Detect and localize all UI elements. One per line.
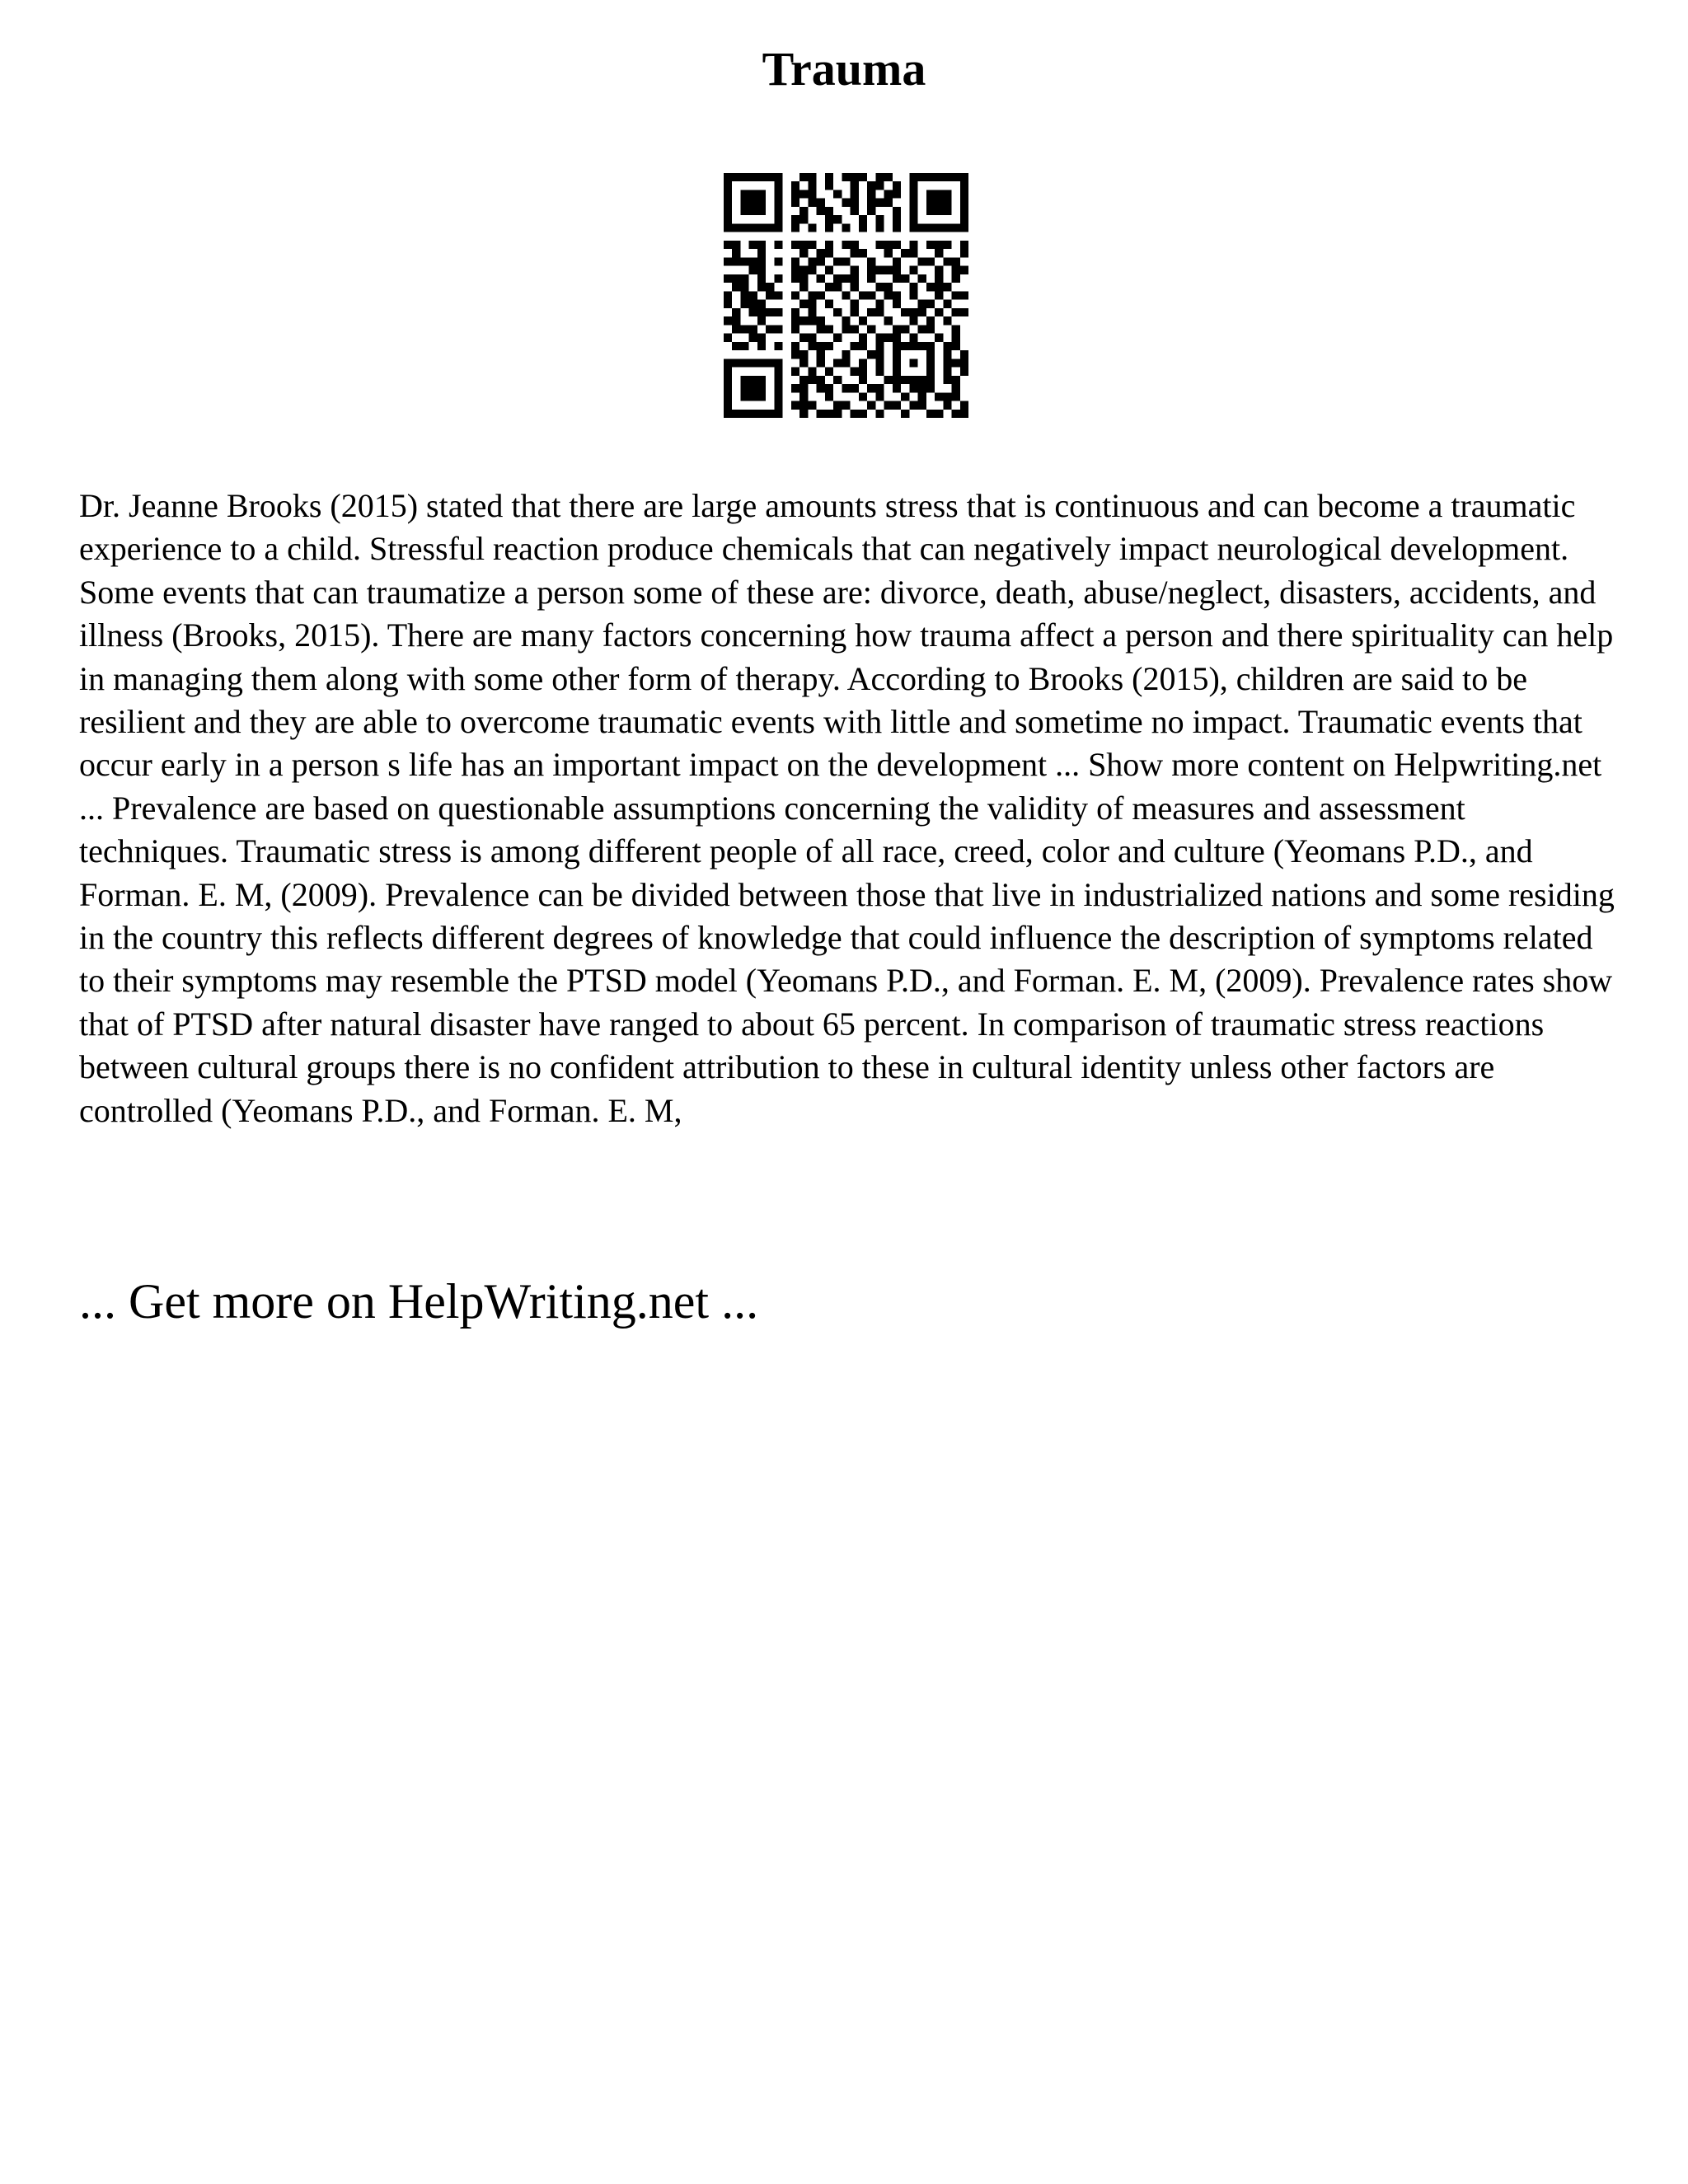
qr-code-icon — [724, 173, 968, 418]
qr-code-graphic — [724, 173, 968, 418]
body-paragraph: Dr. Jeanne Brooks (2015) stated that there are large amounts stress that is continuous and can become a traumatic experience to a child. Stressful reaction produce chemicals that can negatively impact neurological development. Some events that can traumatize a person some of these are: divorce, death, abuse/neglect, disasters, accidents, and illness (Brooks, 2015). There are many factors concerning how trauma affect a person and there spirituality can help in managing them along with some other form of therapy. According to Brooks (2015), children are said to be resilient and they are able to overcome traumatic events with little and sometime no impact. Traumatic events that occur early in a person s life has an important impact on the development ... Show more content on Helpwriting.net ... Prevalence are based on questionable assumptions concerning the validity of measures and assessment techniques. Traumatic stress is among different people of all race, creed, color and culture (Yeomans P.D., and Forman. E. M, (2009). Prevalence can be divided between those that live in industrialized nations and some residing in the country this reflects different degrees of knowledge that could influence the description of symptoms related to their symptoms may resemble the PTSD model (Yeomans P.D., and Forman. E. M, (2009). Prevalence rates show that of PTSD after natural disaster have ranged to about 65 percent. In comparison of traumatic stress reactions between cultural groups there is no confident attribution to these in cultural identity unless other factors are controlled (Yeomans P.D., and Forman. E. M, — [79, 487, 1615, 1129]
get-more-link[interactable]: ... Get more on HelpWriting.net ... — [79, 1274, 759, 1329]
page-title: Trauma — [762, 42, 926, 96]
